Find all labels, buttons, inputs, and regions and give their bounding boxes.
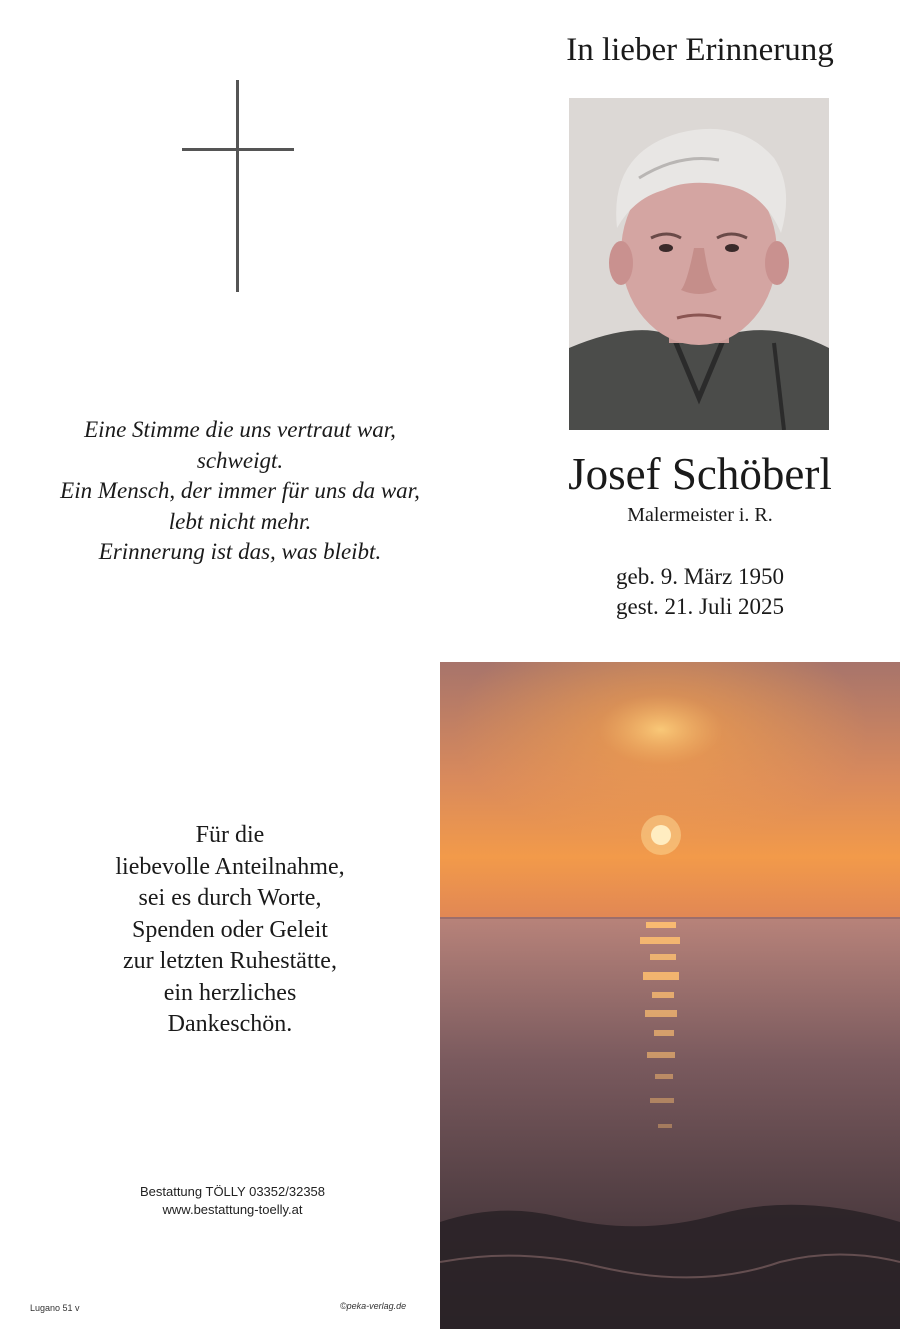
funeral-home-website: www.bestattung-toelly.at — [162, 1202, 303, 1217]
funeral-home-info — [90, 1183, 375, 1219]
portrait-illustration — [569, 98, 829, 430]
sunset-photo — [440, 662, 900, 1329]
verse-line: Ein Mensch, der immer für uns da war, — [60, 478, 420, 503]
thanks-line: ein herzliches — [163, 979, 297, 1006]
portrait-photo — [569, 98, 829, 430]
profession: Malermeister i. R. — [627, 504, 773, 526]
sunset-illustration — [440, 662, 900, 1329]
thank-you-text — [60, 820, 400, 1041]
funeral-home-name: Bestattung TÖLLY 03352/32358 — [139, 1184, 326, 1199]
birth-date: geb. 9. März 1950 — [616, 564, 784, 589]
card-model: Lugano 51 v — [30, 1303, 80, 1313]
memorial-verse — [20, 415, 460, 568]
thanks-line: liebevolle Anteilnahme, — [115, 853, 345, 880]
cross-icon-vertical — [236, 80, 239, 292]
memorial-heading: In lieber Erinnerung — [566, 32, 834, 68]
death-date: gest. 21. Juli 2025 — [615, 594, 785, 619]
verse-line: lebt nicht mehr. — [168, 508, 312, 534]
publisher-mark: ©peka-verlag.de — [340, 1301, 407, 1311]
verse-line: schweigt. — [196, 447, 284, 473]
deceased-name: Josef Schöberl — [568, 449, 832, 499]
verse-line: Eine Stimme die uns vertraut war, — [84, 417, 396, 442]
cross-icon-horizontal — [182, 148, 294, 151]
thanks-line: Dankeschön. — [167, 1011, 293, 1037]
verse-line: Erinnerung ist das, was bleibt. — [98, 539, 382, 564]
thanks-line: sei es durch Worte, — [138, 885, 322, 911]
thanks-line: Spenden oder Geleit — [132, 916, 328, 943]
thanks-line: Für die — [195, 822, 265, 848]
thanks-line: zur letzten Ruhestätte, — [123, 948, 337, 974]
